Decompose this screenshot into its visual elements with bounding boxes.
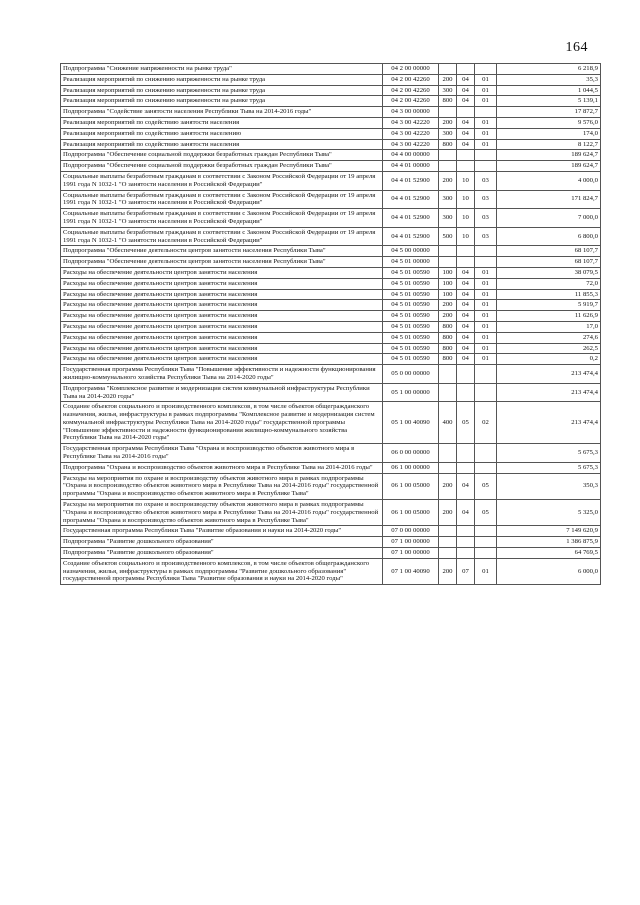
- row-pr-cell: 01: [475, 289, 497, 300]
- row-csr-cell: 04 5 01 00590: [383, 321, 439, 332]
- row-sum-cell: 6 218,9: [497, 64, 601, 75]
- row-pr-cell: [475, 548, 497, 559]
- row-pr-cell: 02: [475, 402, 497, 444]
- table-row: [61, 139, 601, 150]
- row-sum-cell: 213 474,4: [497, 383, 601, 402]
- row-rz-cell: [457, 257, 475, 268]
- row-pr-cell: 05: [475, 500, 497, 526]
- row-rz-cell: 10: [457, 227, 475, 246]
- row-vr-cell: 800: [439, 343, 457, 354]
- row-sum-cell: 6 000,0: [497, 558, 601, 584]
- row-rz-cell: 10: [457, 209, 475, 228]
- row-vr-cell: 300: [439, 128, 457, 139]
- row-csr-cell: 05 1 00 00000: [383, 383, 439, 402]
- row-pr-cell: [475, 383, 497, 402]
- row-rz-cell: 04: [457, 332, 475, 343]
- row-name-cell: Подпрограмма "Содействие занятости населения Республики Тыва на 2014-2016 годы": [61, 107, 383, 118]
- row-pr-cell: [475, 150, 497, 161]
- table-row: [61, 107, 601, 118]
- row-sum-cell: 7 149 620,9: [497, 526, 601, 537]
- row-csr-cell: 04 2 00 42260: [383, 96, 439, 107]
- row-vr-cell: [439, 383, 457, 402]
- table-row: [61, 289, 601, 300]
- row-rz-cell: 04: [457, 128, 475, 139]
- row-rz-cell: 04: [457, 300, 475, 311]
- row-name-cell: Реализация мероприятий по снижению напряженности на рынке труда: [61, 74, 383, 85]
- row-csr-cell: 04 5 01 00590: [383, 300, 439, 311]
- table-row: [61, 354, 601, 365]
- row-vr-cell: 200: [439, 311, 457, 322]
- row-name-cell: Реализация мероприятий по содействию занятости населения: [61, 117, 383, 128]
- row-sum-cell: 11 626,9: [497, 311, 601, 322]
- row-rz-cell: 04: [457, 267, 475, 278]
- row-csr-cell: 04 4 01 52900: [383, 227, 439, 246]
- row-rz-cell: [457, 383, 475, 402]
- row-pr-cell: [475, 161, 497, 172]
- row-sum-cell: 9 576,0: [497, 117, 601, 128]
- row-sum-cell: 4 000,0: [497, 171, 601, 190]
- table-row: [61, 128, 601, 139]
- row-name-cell: Подпрограмма "Развитие дошкольного образования": [61, 537, 383, 548]
- row-pr-cell: [475, 365, 497, 384]
- row-sum-cell: 350,3: [497, 473, 601, 499]
- row-name-cell: Расходы на обеспечение деятельности центров занятости населения: [61, 300, 383, 311]
- row-pr-cell: [475, 444, 497, 463]
- row-name-cell: Подпрограмма "Обеспечение деятельности центров занятости населения Республики Тыва": [61, 257, 383, 268]
- table-row: [61, 278, 601, 289]
- row-csr-cell: 07 1 00 40090: [383, 558, 439, 584]
- row-csr-cell: 07 1 00 00000: [383, 548, 439, 559]
- row-csr-cell: 04 3 00 42220: [383, 117, 439, 128]
- table-row: [61, 365, 601, 384]
- table-row: [61, 171, 601, 190]
- table-row: [61, 558, 601, 584]
- row-rz-cell: 04: [457, 85, 475, 96]
- row-vr-cell: [439, 107, 457, 118]
- row-csr-cell: 04 5 01 00590: [383, 289, 439, 300]
- row-name-cell: Социальные выплаты безработным гражданам в соответствии с Законом Российской Федерации от 19 апреля 1991 года N 1032-1 "О занятости населения в Российской Федерации": [61, 227, 383, 246]
- row-vr-cell: [439, 526, 457, 537]
- row-name-cell: Государственная программа Республики Тыва "Повышение эффективности и надежности функционирования жилищно-коммунального хозяйства Республики Тыва на 2014-2020 годы": [61, 365, 383, 384]
- row-name-cell: Расходы на мероприятия по охране и воспроизводству объектов животного мира в рамках подпрограммы "Охрана и воспроизводство объектов животного мира в Республике Тыва на 2014-2016 годы" государственной программы "Охрана и воспроизводство объектов животного мира в Республике Тыва": [61, 473, 383, 499]
- row-rz-cell: 07: [457, 558, 475, 584]
- row-rz-cell: 10: [457, 190, 475, 209]
- row-vr-cell: [439, 548, 457, 559]
- row-pr-cell: [475, 462, 497, 473]
- row-sum-cell: 213 474,4: [497, 365, 601, 384]
- row-rz-cell: [457, 526, 475, 537]
- row-csr-cell: 04 4 01 52900: [383, 209, 439, 228]
- row-sum-cell: 38 079,5: [497, 267, 601, 278]
- table-row: [61, 311, 601, 322]
- table-row: [61, 300, 601, 311]
- row-rz-cell: 10: [457, 171, 475, 190]
- row-pr-cell: 01: [475, 96, 497, 107]
- table-row: [61, 85, 601, 96]
- row-vr-cell: 100: [439, 267, 457, 278]
- table-row: [61, 161, 601, 172]
- row-vr-cell: 300: [439, 85, 457, 96]
- row-vr-cell: 300: [439, 190, 457, 209]
- row-sum-cell: 189 624,7: [497, 161, 601, 172]
- table-row: [61, 548, 601, 559]
- row-sum-cell: 171 824,7: [497, 190, 601, 209]
- row-rz-cell: 04: [457, 139, 475, 150]
- row-csr-cell: 04 5 01 00000: [383, 257, 439, 268]
- table-row: [61, 321, 601, 332]
- row-name-cell: Социальные выплаты безработным гражданам в соответствии с Законом Российской Федерации от 19 апреля 1991 года N 1032-1 "О занятости населения в Российской Федерации": [61, 171, 383, 190]
- row-vr-cell: [439, 462, 457, 473]
- row-sum-cell: 1 386 875,9: [497, 537, 601, 548]
- row-pr-cell: 01: [475, 354, 497, 365]
- row-pr-cell: 01: [475, 332, 497, 343]
- row-sum-cell: 5 675,3: [497, 462, 601, 473]
- row-pr-cell: 01: [475, 311, 497, 322]
- table-row: [61, 190, 601, 209]
- row-vr-cell: [439, 257, 457, 268]
- row-rz-cell: [457, 548, 475, 559]
- row-vr-cell: [439, 64, 457, 75]
- row-sum-cell: 68 107,7: [497, 246, 601, 257]
- row-pr-cell: 01: [475, 117, 497, 128]
- table-row: [61, 74, 601, 85]
- row-vr-cell: [439, 150, 457, 161]
- row-csr-cell: 04 5 01 00590: [383, 278, 439, 289]
- row-vr-cell: 300: [439, 209, 457, 228]
- row-csr-cell: 04 3 00 00000: [383, 107, 439, 118]
- row-rz-cell: [457, 537, 475, 548]
- row-pr-cell: 03: [475, 227, 497, 246]
- row-rz-cell: 04: [457, 321, 475, 332]
- row-name-cell: Расходы на обеспечение деятельности центров занятости населения: [61, 311, 383, 322]
- row-sum-cell: 11 855,3: [497, 289, 601, 300]
- row-pr-cell: [475, 246, 497, 257]
- row-sum-cell: 274,6: [497, 332, 601, 343]
- page-number: 164: [565, 40, 588, 55]
- table-row: [61, 96, 601, 107]
- row-csr-cell: 04 2 00 00000: [383, 64, 439, 75]
- row-csr-cell: 06 1 00 05000: [383, 500, 439, 526]
- row-name-cell: Расходы на обеспечение деятельности центров занятости населения: [61, 267, 383, 278]
- row-pr-cell: 01: [475, 321, 497, 332]
- row-pr-cell: 01: [475, 139, 497, 150]
- row-name-cell: Расходы на обеспечение деятельности центров занятости населения: [61, 332, 383, 343]
- row-name-cell: Государственная программа Республики Тыва "Охрана и воспроизводство объектов животного мира в Республике Тыва на 2014-2016 годы": [61, 444, 383, 463]
- row-vr-cell: 800: [439, 139, 457, 150]
- row-csr-cell: 04 4 01 00000: [383, 161, 439, 172]
- row-vr-cell: [439, 444, 457, 463]
- row-sum-cell: 189 624,7: [497, 150, 601, 161]
- row-sum-cell: 6 800,0: [497, 227, 601, 246]
- table-row: [61, 246, 601, 257]
- row-rz-cell: 04: [457, 473, 475, 499]
- row-vr-cell: 200: [439, 171, 457, 190]
- row-name-cell: Реализация мероприятий по содействию занятости населения: [61, 139, 383, 150]
- row-csr-cell: 04 5 00 00000: [383, 246, 439, 257]
- row-name-cell: Расходы на обеспечение деятельности центров занятости населения: [61, 321, 383, 332]
- row-vr-cell: 400: [439, 402, 457, 444]
- row-rz-cell: 04: [457, 278, 475, 289]
- row-csr-cell: 04 5 01 00590: [383, 311, 439, 322]
- row-pr-cell: [475, 526, 497, 537]
- row-sum-cell: 5 325,0: [497, 500, 601, 526]
- row-vr-cell: 200: [439, 117, 457, 128]
- row-rz-cell: 04: [457, 354, 475, 365]
- row-name-cell: Реализация мероприятий по содействию занятости населению: [61, 128, 383, 139]
- row-pr-cell: 01: [475, 558, 497, 584]
- row-rz-cell: 04: [457, 96, 475, 107]
- row-name-cell: Расходы на обеспечение деятельности центров занятости населения: [61, 343, 383, 354]
- table-row: [61, 117, 601, 128]
- table-row: [61, 227, 601, 246]
- row-sum-cell: 5 919,7: [497, 300, 601, 311]
- budget-table-body: [61, 64, 601, 585]
- row-csr-cell: 07 0 00 00000: [383, 526, 439, 537]
- row-vr-cell: 100: [439, 289, 457, 300]
- row-pr-cell: 05: [475, 473, 497, 499]
- row-sum-cell: 8 122,7: [497, 139, 601, 150]
- row-vr-cell: 200: [439, 74, 457, 85]
- table-row: [61, 64, 601, 75]
- row-vr-cell: 500: [439, 227, 457, 246]
- row-vr-cell: [439, 537, 457, 548]
- row-name-cell: Государственная программа Республики Тыва "Развитие образования и науки на 2014-2020 годы": [61, 526, 383, 537]
- row-pr-cell: 01: [475, 267, 497, 278]
- table-row: [61, 500, 601, 526]
- row-name-cell: Социальные выплаты безработным гражданам в соответствии с Законом Российской Федерации от 19 апреля 1991 года N 1032-1 "О занятости населения в Российской Федерации": [61, 190, 383, 209]
- row-vr-cell: 200: [439, 300, 457, 311]
- row-csr-cell: 04 5 01 00590: [383, 332, 439, 343]
- row-vr-cell: 200: [439, 558, 457, 584]
- row-vr-cell: 200: [439, 473, 457, 499]
- row-pr-cell: 01: [475, 85, 497, 96]
- row-vr-cell: [439, 246, 457, 257]
- row-name-cell: Подпрограмма "Комплексное развитие и модернизация систем коммунальной инфраструктуры Республики Тыва на 2014-2020 годы": [61, 383, 383, 402]
- row-pr-cell: 01: [475, 278, 497, 289]
- row-csr-cell: 04 5 01 00590: [383, 343, 439, 354]
- row-csr-cell: 06 1 00 05000: [383, 473, 439, 499]
- row-sum-cell: 174,0: [497, 128, 601, 139]
- row-csr-cell: 04 3 00 42220: [383, 139, 439, 150]
- row-sum-cell: 17,0: [497, 321, 601, 332]
- row-csr-cell: 07 1 00 00000: [383, 537, 439, 548]
- row-sum-cell: 64 769,5: [497, 548, 601, 559]
- row-csr-cell: 04 4 00 00000: [383, 150, 439, 161]
- table-row: [61, 257, 601, 268]
- row-pr-cell: 01: [475, 343, 497, 354]
- row-rz-cell: 04: [457, 500, 475, 526]
- row-rz-cell: 04: [457, 343, 475, 354]
- row-name-cell: Расходы на обеспечение деятельности центров занятости населения: [61, 289, 383, 300]
- row-csr-cell: 06 0 00 00000: [383, 444, 439, 463]
- table-row: [61, 526, 601, 537]
- row-name-cell: Реализация мероприятий по снижению напряженности на рынке труда: [61, 96, 383, 107]
- row-rz-cell: [457, 246, 475, 257]
- table-row: [61, 473, 601, 499]
- row-csr-cell: 06 1 00 00000: [383, 462, 439, 473]
- row-pr-cell: 03: [475, 209, 497, 228]
- row-sum-cell: 72,0: [497, 278, 601, 289]
- row-csr-cell: 04 2 00 42260: [383, 74, 439, 85]
- row-rz-cell: [457, 444, 475, 463]
- row-name-cell: Социальные выплаты безработным гражданам в соответствии с Законом Российской Федерации от 19 апреля 1991 года N 1032-1 "О занятости населения в Российской Федерации": [61, 209, 383, 228]
- row-sum-cell: 7 000,0: [497, 209, 601, 228]
- row-vr-cell: 800: [439, 96, 457, 107]
- budget-table: [60, 63, 601, 585]
- row-name-cell: Подпрограмма "Развитие дошкольного образования": [61, 548, 383, 559]
- row-csr-cell: 04 4 01 52900: [383, 190, 439, 209]
- row-sum-cell: 35,3: [497, 74, 601, 85]
- row-vr-cell: 200: [439, 500, 457, 526]
- row-name-cell: Расходы на мероприятия по охране и воспроизводству объектов животного мира в рамках подпрограммы "Охрана и воспроизводство объектов животного мира в Республике Тыва на 2014-2016 годы" государственной программы "Охрана и воспроизводство объектов животного мира в Республике Тыва": [61, 500, 383, 526]
- row-name-cell: Подпрограмма "Охрана и воспроизводство объектов животного мира в Республике Тыва на 2014-2016 годы": [61, 462, 383, 473]
- row-sum-cell: 0,2: [497, 354, 601, 365]
- row-vr-cell: 800: [439, 321, 457, 332]
- row-rz-cell: 05: [457, 402, 475, 444]
- table-row: [61, 150, 601, 161]
- row-rz-cell: [457, 107, 475, 118]
- row-csr-cell: 04 3 00 42220: [383, 128, 439, 139]
- row-rz-cell: 04: [457, 117, 475, 128]
- table-row: [61, 462, 601, 473]
- row-name-cell: Реализация мероприятий по снижению напряженности на рынке труда: [61, 85, 383, 96]
- table-row: [61, 343, 601, 354]
- row-name-cell: Подпрограмма "Обеспечение социальной поддержки безработных граждан Республики Тыва": [61, 161, 383, 172]
- table-row: [61, 267, 601, 278]
- row-rz-cell: 04: [457, 289, 475, 300]
- row-rz-cell: [457, 161, 475, 172]
- row-csr-cell: 04 5 01 00590: [383, 354, 439, 365]
- row-pr-cell: 01: [475, 74, 497, 85]
- row-name-cell: Подпрограмма "Обеспечение деятельности центров занятости населения Республики Тыва": [61, 246, 383, 257]
- row-sum-cell: 68 107,7: [497, 257, 601, 268]
- row-pr-cell: [475, 537, 497, 548]
- row-pr-cell: [475, 257, 497, 268]
- row-vr-cell: 100: [439, 278, 457, 289]
- row-name-cell: Расходы на обеспечение деятельности центров занятости населения: [61, 278, 383, 289]
- row-sum-cell: 213 474,4: [497, 402, 601, 444]
- row-name-cell: Создание объектов социального и производственного комплексов, в том числе объектов общегражданского назначения, жилья, инфраструктуры в рамках подпрограммы "Комплексное развитие и модернизация систем коммунальной инфраструктуры Республики Тыва на 2014-2020 годы" государственной программы "Повышение эффективности и надежности функционирования жилищно-коммунального хозяйства Республики Тыва на 2014-2020 годы": [61, 402, 383, 444]
- row-sum-cell: 5 139,1: [497, 96, 601, 107]
- row-sum-cell: 17 872,7: [497, 107, 601, 118]
- table-row: [61, 332, 601, 343]
- row-vr-cell: 800: [439, 354, 457, 365]
- row-sum-cell: 5 675,3: [497, 444, 601, 463]
- row-pr-cell: 03: [475, 171, 497, 190]
- row-pr-cell: 01: [475, 300, 497, 311]
- row-rz-cell: 04: [457, 74, 475, 85]
- row-name-cell: Расходы на обеспечение деятельности центров занятости населения: [61, 354, 383, 365]
- row-vr-cell: [439, 161, 457, 172]
- row-vr-cell: 800: [439, 332, 457, 343]
- row-rz-cell: [457, 462, 475, 473]
- row-pr-cell: 01: [475, 128, 497, 139]
- table-row: [61, 537, 601, 548]
- row-pr-cell: [475, 64, 497, 75]
- table-row: [61, 209, 601, 228]
- row-pr-cell: 03: [475, 190, 497, 209]
- row-rz-cell: [457, 365, 475, 384]
- row-csr-cell: 04 4 01 52900: [383, 171, 439, 190]
- row-rz-cell: [457, 64, 475, 75]
- row-vr-cell: [439, 365, 457, 384]
- row-csr-cell: 04 2 00 42260: [383, 85, 439, 96]
- row-name-cell: Создание объектов социального и производственного комплексов, в том числе объектов общегражданского назначения, жилья, инфраструктуры в рамках подпрограммы "Развитие дошкольного образования" государственной программы Республики Тыва "Развитие образования и науки на 2014-2020 годы": [61, 558, 383, 584]
- row-rz-cell: [457, 150, 475, 161]
- table-row: [61, 383, 601, 402]
- row-csr-cell: 04 5 01 00590: [383, 267, 439, 278]
- row-pr-cell: [475, 107, 497, 118]
- table-row: [61, 444, 601, 463]
- row-csr-cell: 05 0 00 00000: [383, 365, 439, 384]
- row-name-cell: Подпрограмма "Снижение напряженности на рынке труда": [61, 64, 383, 75]
- row-rz-cell: 04: [457, 311, 475, 322]
- row-sum-cell: 262,5: [497, 343, 601, 354]
- row-sum-cell: 1 044,5: [497, 85, 601, 96]
- row-csr-cell: 05 1 00 40090: [383, 402, 439, 444]
- row-name-cell: Подпрограмма "Обеспечение социальной поддержки безработных граждан Республики Тыва": [61, 150, 383, 161]
- table-row: [61, 402, 601, 444]
